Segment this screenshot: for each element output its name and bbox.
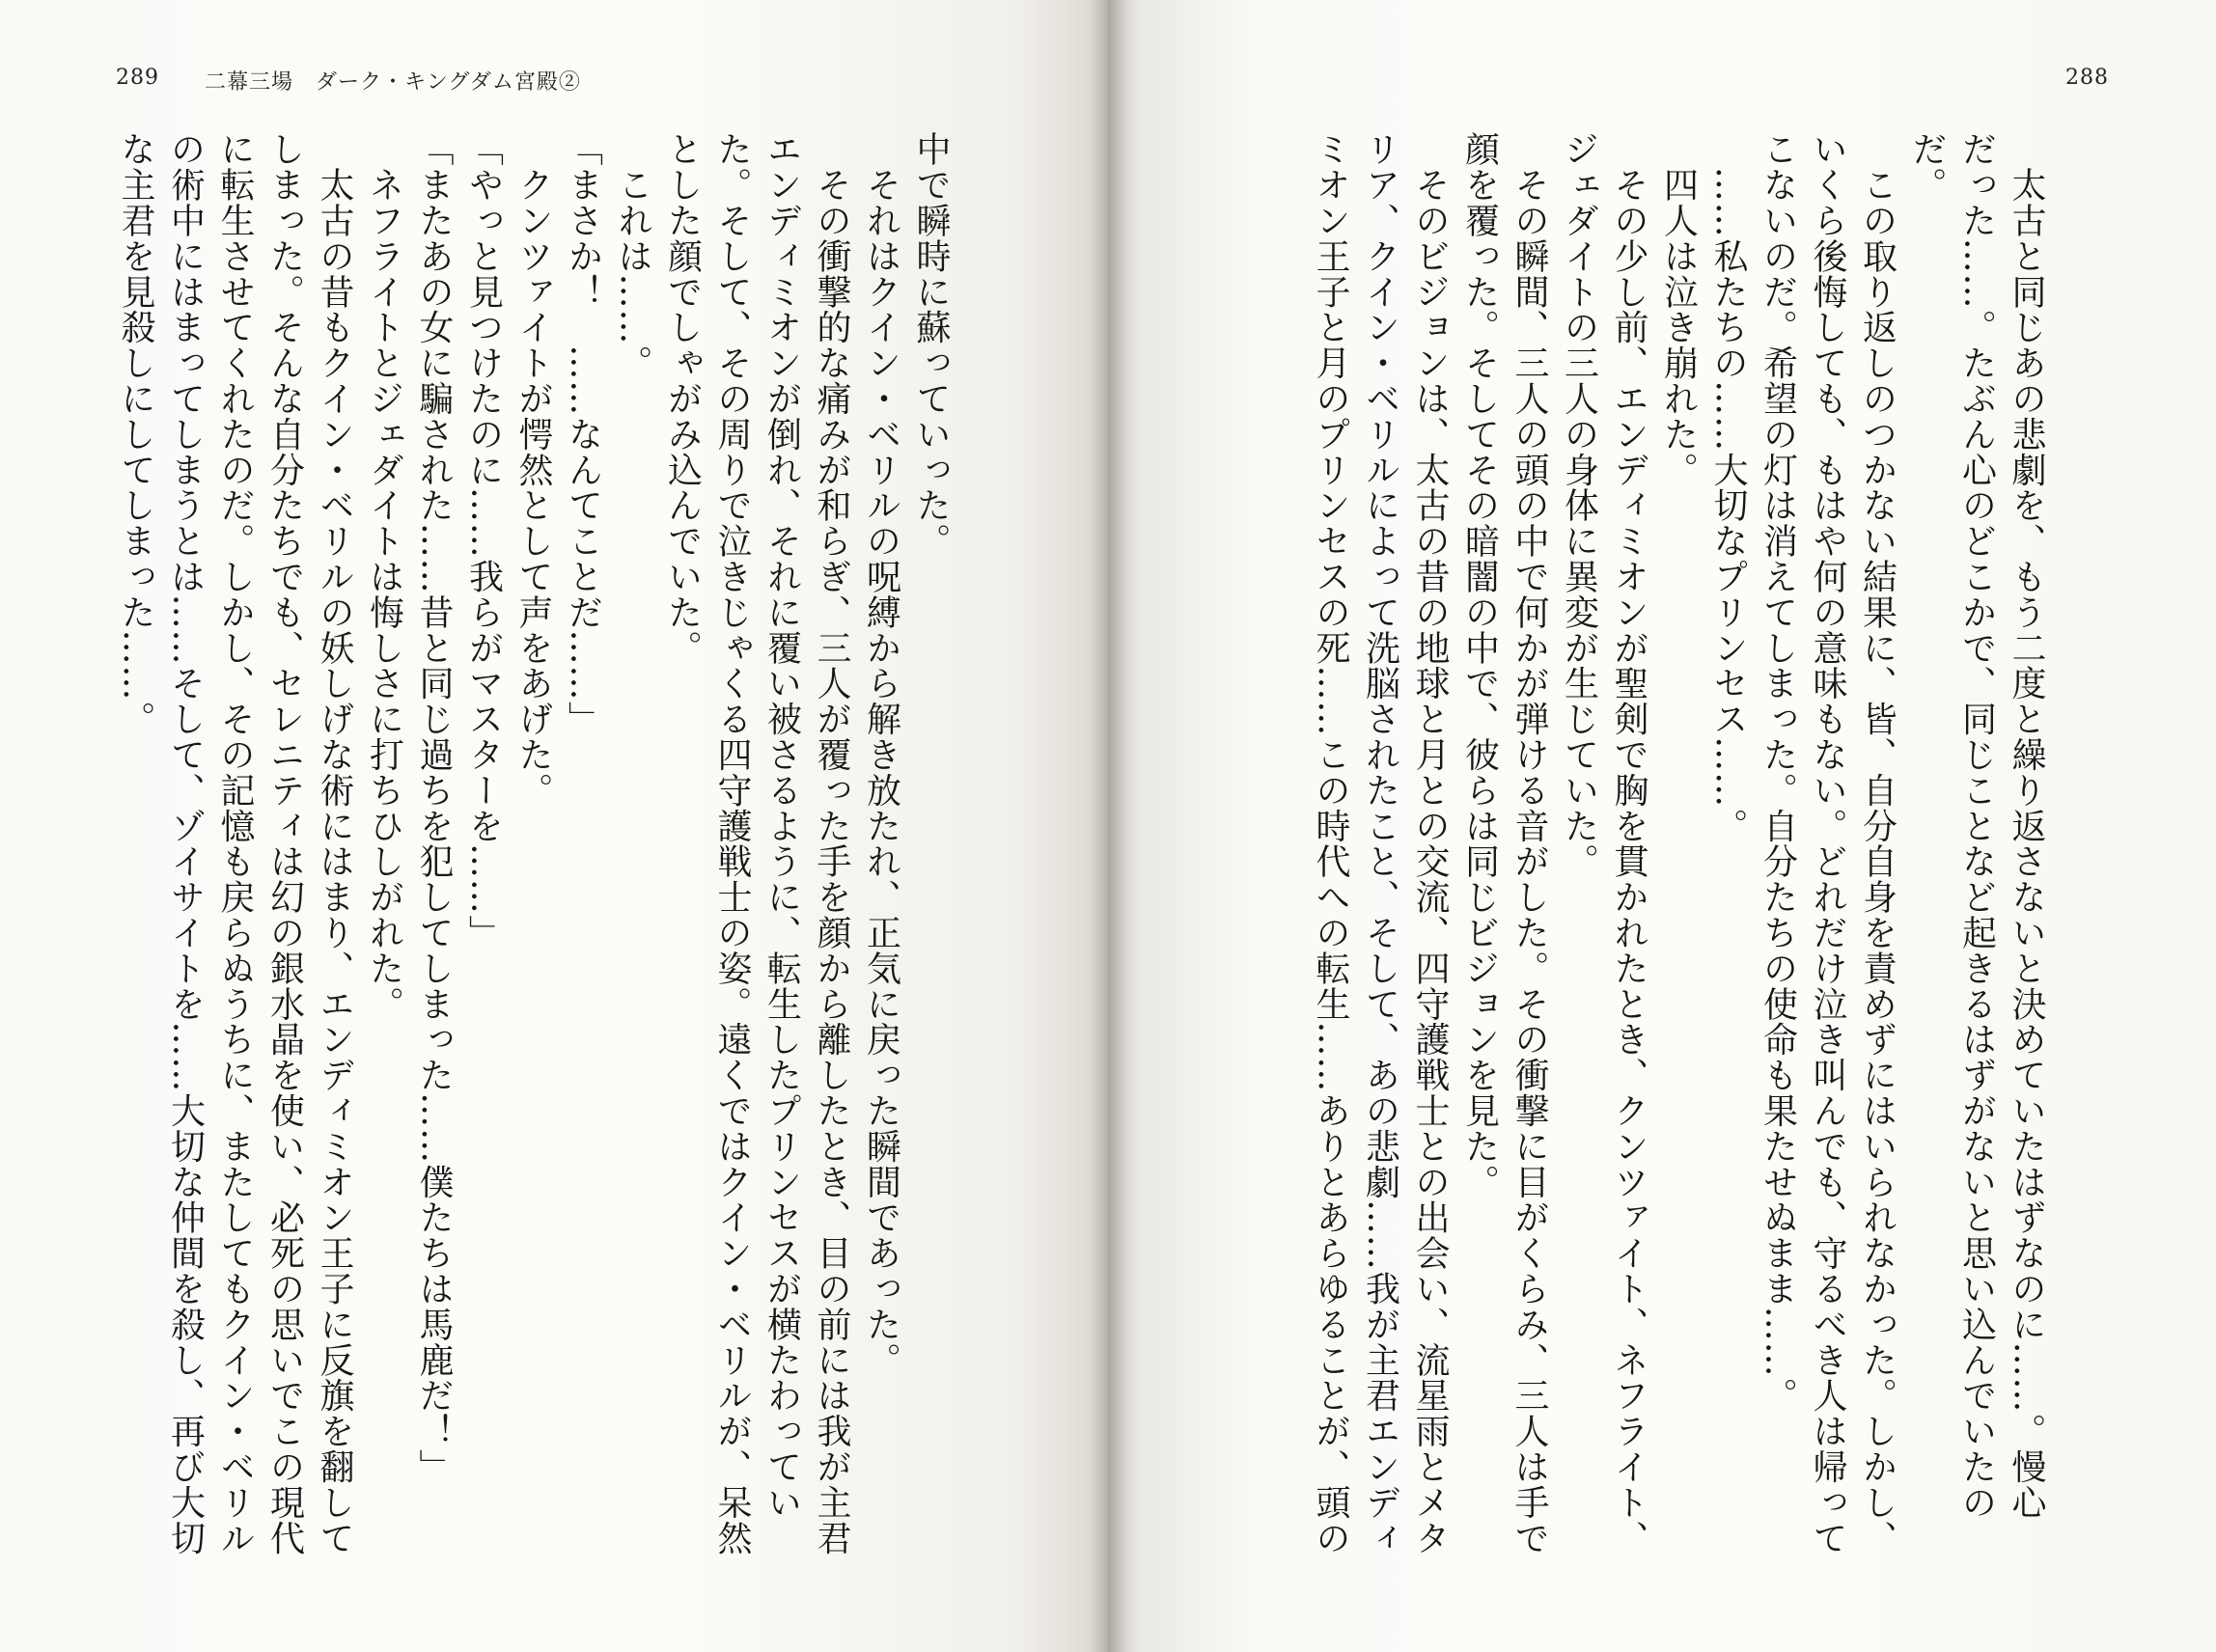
text-line: 四人は泣き崩れた。 xyxy=(1658,131,1699,487)
text-line: リア、クイン・ベリルによって洗脳されたこと、そして、あの悲劇……我が主君エンディ xyxy=(1360,131,1400,1556)
text-line: それはクイン・ベリルの呪縛から解き放たれ、正気に戻った瞬間であった。 xyxy=(861,131,901,1378)
page-number-right: 288 xyxy=(2065,66,2109,90)
text-line: に転生させてくれたのだ。しかし、その記憶も戻らぬうちに、またしてもクイン・ベリル xyxy=(215,131,255,1556)
text-line: 太古と同じあの悲劇を、もう二度と繰り返さないと決めていたはずなのに……。慢心 xyxy=(2007,131,2046,1521)
text-line: クンツァイトが愕然として声をあげた。 xyxy=(513,131,553,809)
text-line: な主君を見殺しにしてしまった……。 xyxy=(116,131,155,737)
text-line: しまった。そんな自分たちでも、セレニティは幻の銀水晶を使い、必死の思いでこの現代 xyxy=(264,131,305,1556)
text-line: この取り返しのつかない結果に、皆、自分自身を責めずにはいられなかった。しかし、 xyxy=(1857,131,1897,1556)
text-line: 顔を覆った。そしてその暗闇の中で、彼らは同じビジョンを見た。 xyxy=(1459,131,1500,1199)
text-line: ……私たちの……大切なプリンセス……。 xyxy=(1708,131,1748,843)
text-line: ミオン王子と月のプリンセスの死……この時代への転生……ありとあらゆることが、頭の xyxy=(1311,131,1350,1556)
text-line: だ。 xyxy=(1907,131,1947,203)
page-number-left: 289 xyxy=(116,66,159,90)
text-line: の術中にはまってしまうとは……そして、ゾイサイトを……大切な仲間を殺し、再び大切 xyxy=(165,131,206,1556)
text-line: 「まさか！ ……なんてことだ……」 xyxy=(563,131,603,737)
text-line: とした顔でしゃがみ込んでいた。 xyxy=(662,131,703,666)
text-line: 「またあの女に騙された……昔と同じ過ちを犯してしまった……僕たちは馬鹿だ！」 xyxy=(414,131,454,1485)
text-line: これは……。 xyxy=(613,131,652,381)
text-line: ジェダイトの三人の身体に異変が生じていた。 xyxy=(1559,131,1599,879)
text-line: その瞬間、三人の頭の中で何かが弾ける音がした。その衝撃に目がくらみ、三人は手で xyxy=(1510,131,1549,1556)
text-line: こないのだ。希望の灯は消えてしまった。自分たちの使命も果たせぬまま……。 xyxy=(1758,131,1798,1414)
text-line: いくら後悔しても、もはや何の意味もない。どれだけ泣き叫んでも、守るべき人は帰って xyxy=(1808,131,1847,1556)
text-line: 太古の昔もクイン・ベリルの妖しげな術にはまり、エンディミオン王子に反旗を翻して xyxy=(315,131,354,1556)
text-line: 中で瞬時に蘇っていった。 xyxy=(911,131,951,559)
text-line: エンディミオンが倒れ、それに覆い被さるように、転生したプリンセスが横たわってい xyxy=(762,131,802,1521)
text-line: だった……。たぶん心のどこかで、同じことなど起きるはずがないと思い込んでいたの xyxy=(1956,131,1997,1521)
text-line: その衝撃的な痛みが和らぎ、三人が覆った手を顔から離したとき、目の前には我が主君 xyxy=(812,131,851,1556)
text-line: その少し前、エンディミオンが聖剣で胸を貫かれたとき、クンツァイト、ネフライト、 xyxy=(1609,131,1648,1556)
left-page-body xyxy=(116,131,956,1617)
text-line: た。そして、その周りで泣きじゃくる四守護戦士の姿。遠くではクイン・ベリルが、呆然 xyxy=(712,131,752,1556)
text-line: ネフライトとジェダイトは悔しさに打ちひしがれた。 xyxy=(364,131,404,1022)
text-line: 「やっと見つけたのに……我らがマスターを……」 xyxy=(463,131,504,950)
right-page-body xyxy=(1192,131,2051,1617)
running-title: 二幕三場 ダーク・キングダム宮殿② xyxy=(205,70,581,95)
text-line: そのビジョンは、太古の昔の地球と月との交流、四守護戦士との出会い、流星雨とメタ xyxy=(1410,131,1450,1556)
